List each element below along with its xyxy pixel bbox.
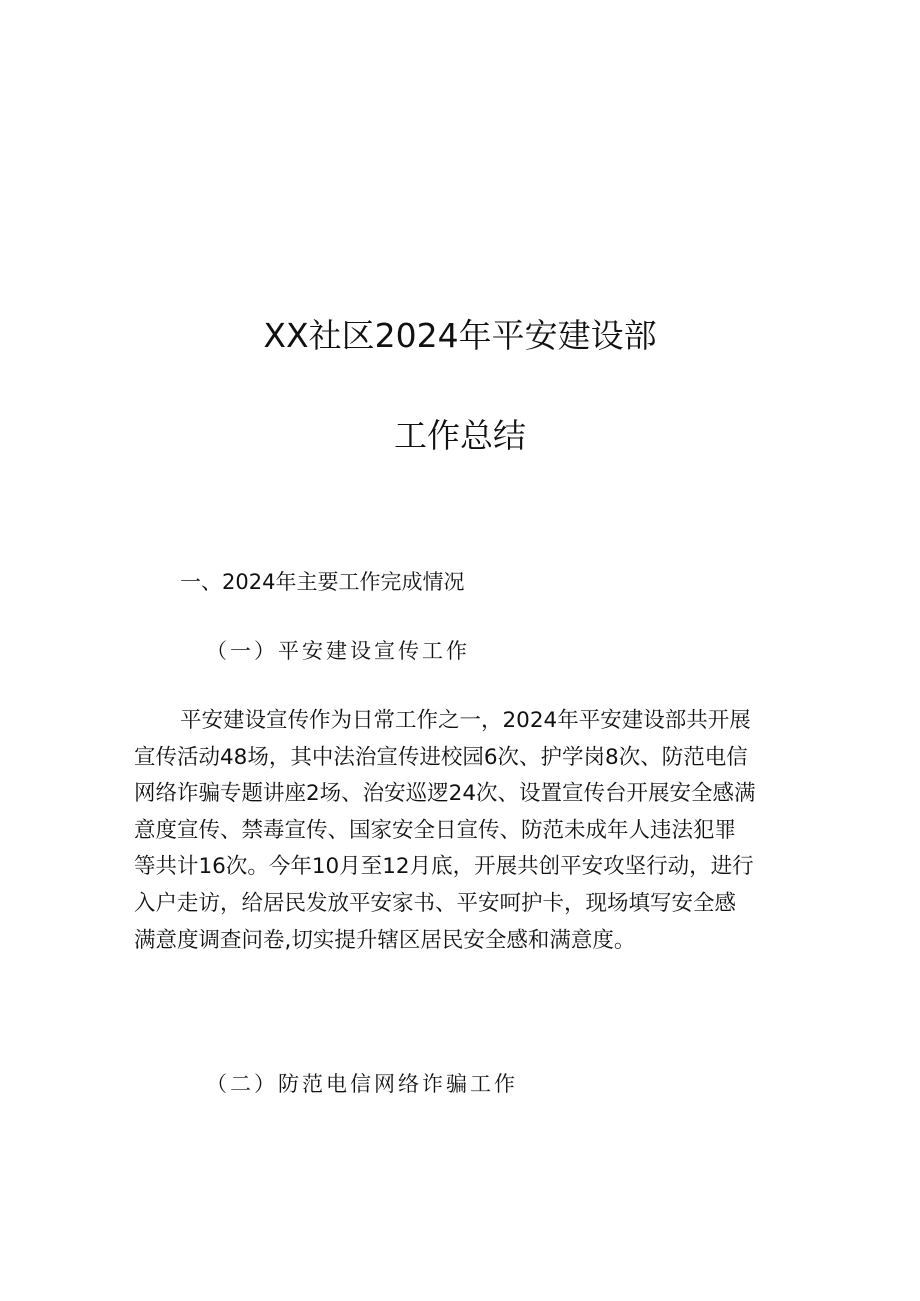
- paragraph-line: 入户走访，给居民发放平安家书、平安呵护卡，现场填写安全感: [134, 890, 737, 916]
- paragraph-line: 网络诈骗专题讲座2场、治安巡逻24次、设置宣传台开展安全感满: [134, 781, 756, 807]
- subsection-heading-2: （二）防范电信网络诈骗工作: [206, 1072, 518, 1096]
- document-title-line-2: 工作总结: [394, 416, 526, 455]
- paragraph-line: 宣传活动48场，其中法治宣传进校园6次、护学岗8次、防范电信: [134, 744, 748, 770]
- paragraph-line: 满意度调查问卷,切实提升辖区居民安全感和满意度。: [134, 927, 636, 953]
- document-title-line-1: XX社区2024年平安建设部: [263, 316, 657, 355]
- paragraph-line: 平安建设宣传作为日常工作之一，2024年平安建设部共开展: [180, 708, 751, 733]
- paragraph-publicity-work: [134, 703, 794, 959]
- paragraph-line: 等共计16次。今年10月至12月底，开展共创平安攻坚行动，进行: [134, 854, 754, 880]
- section-heading-1: 一、2024年主要工作完成情况: [180, 570, 465, 594]
- subsection-heading-1: （一）平安建设宣传工作: [206, 639, 470, 663]
- paragraph-line: 意度宣传、禁毒宣传、国家安全日宣传、防范未成年人违法犯罪: [134, 817, 737, 843]
